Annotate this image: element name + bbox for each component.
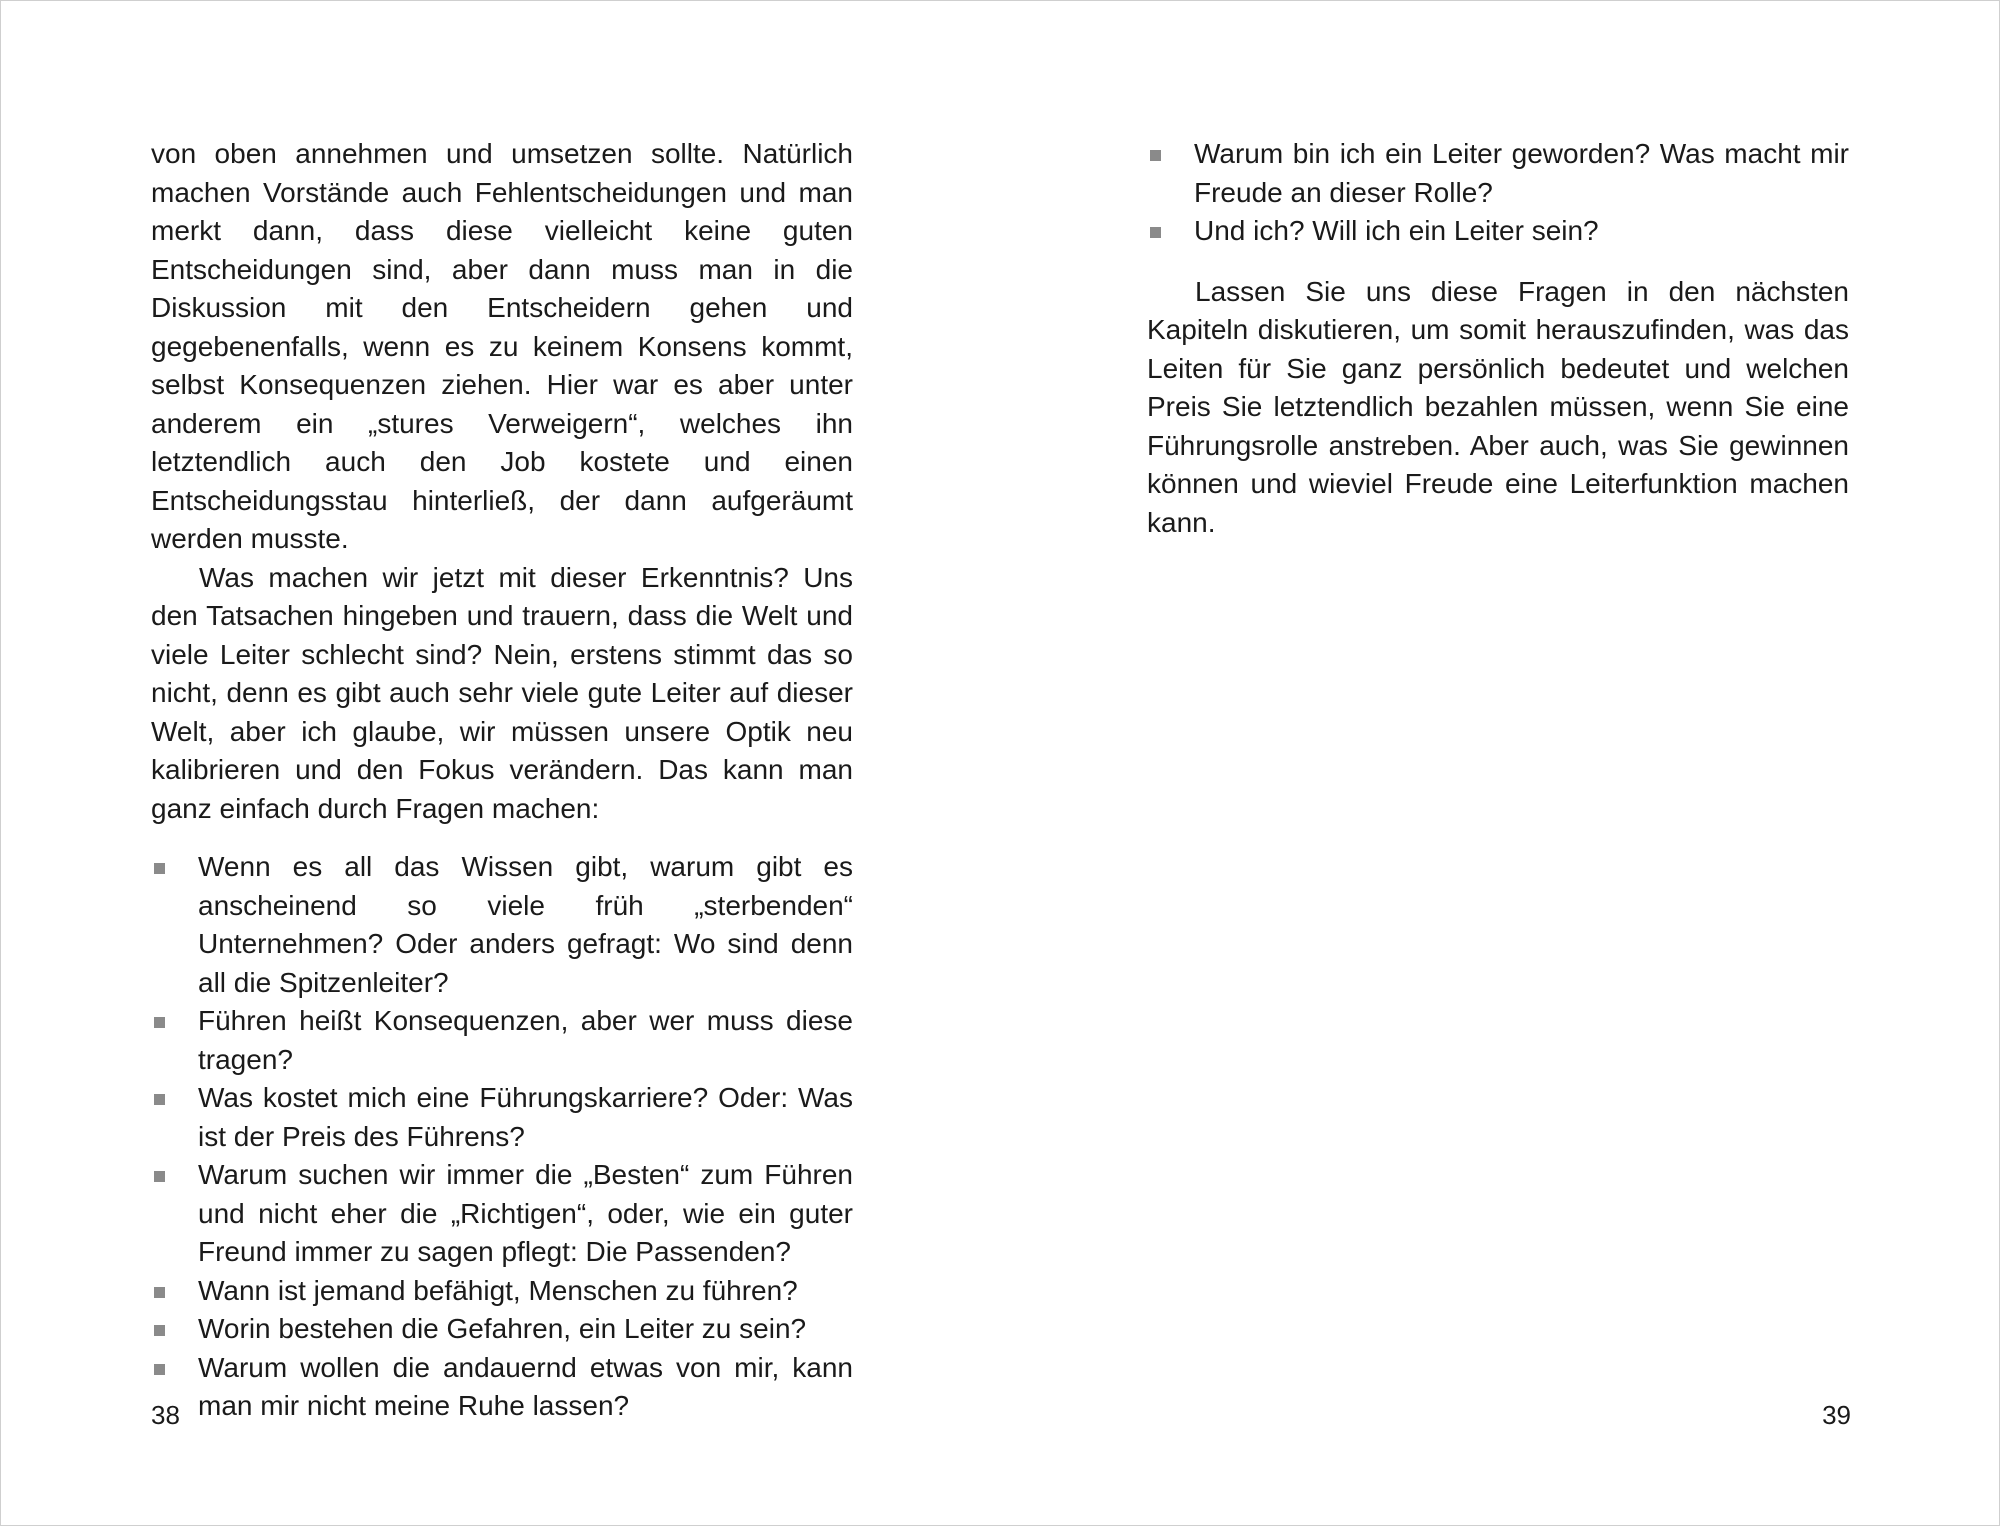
left-page [151,135,853,1426]
list-item-text: Führen heißt Konsequenzen, aber wer muss diese tragen? [198,1005,853,1075]
square-bullet-icon [154,1364,165,1375]
question-list [1147,135,1849,251]
page-number-left: 38 [151,1400,180,1430]
list-item [151,1079,853,1156]
page-number-right: 39 [1822,1400,1851,1430]
square-bullet-icon [154,1287,165,1298]
list-item [1147,212,1849,251]
list-item [151,1349,853,1426]
list-item [151,1156,853,1272]
list-item-text: Wenn es all das Wissen gibt, warum gibt es anscheinend so viele früh „sterbenden“ Unternehmen? Oder anders gefragt: Wo sind denn all die Spitzenleiter? [198,851,853,998]
list-item [151,848,853,1002]
paragraph: von oben annehmen und umsetzen sollte. Natürlich machen Vorstände auch Fehlentscheidungen und man merkt dann, dass diese vielleicht keine guten Entscheidungen sind, aber dann muss man in die Diskussion mit den Entscheidern gehen und gegebenenfalls, wenn es zu keinem Konsens kommt, selbst Konsequenzen ziehen. Hier war es aber unter anderem ein „stures Verweigern“, welches ihn letztendlich auch den Job kostete und einen Entscheidungsstau hinterließ, der dann aufgeräumt werden musste. [151,138,853,554]
square-bullet-icon [154,1017,165,1028]
list-item [151,1272,853,1311]
list-item-text: Warum bin ich ein Leiter geworden? Was macht mir Freude an dieser Rolle? [1194,138,1849,208]
paragraph: Lassen Sie uns diese Fragen in den nächsten Kapiteln diskutieren, um somit herauszufinden, was das Leiten für Sie ganz persönlich bedeutet und welchen Preis Sie letztendlich bezahlen müssen, wenn Sie eine Führungsrolle anstreben. Aber auch, was Sie gewinnen können und wieviel Freude eine Leiterfunktion machen kann. [1147,275,1849,538]
list-item-text: Warum suchen wir immer die „Besten“ zum Führen und nicht eher die „Richtigen“, oder, wie ein guter Freund immer zu sagen pflegt: Die Passenden? [198,1159,853,1267]
list-item-text: Wann ist jemand befähigt, Menschen zu führen? [198,1274,798,1306]
square-bullet-icon [154,863,165,874]
square-bullet-icon [1150,227,1161,238]
square-bullet-icon [154,1171,165,1182]
square-bullet-icon [154,1325,165,1336]
list-item [1147,135,1849,212]
square-bullet-icon [154,1094,165,1105]
square-bullet-icon [1150,150,1161,161]
right-page [1147,135,1849,542]
question-list [151,848,853,1426]
paragraph: Was machen wir jetzt mit dieser Erkenntnis? Uns den Tatsachen hingeben und trauern, dass die Welt und viele Leiter schlecht sind? Nein, erstens stimmt das so nicht, denn es gibt auch sehr viele gute Leiter auf dieser Welt, aber ich glaube, wir müssen unsere Optik neu kalibrieren und den Fokus verändern. Das kann man ganz einfach durch Fragen machen: [151,561,853,824]
list-item-text: Worin bestehen die Gefahren, ein Leiter zu sein? [198,1313,807,1344]
list-item-text: Und ich? Will ich ein Leiter sein? [1194,215,1599,246]
list-item-text: Was kostet mich eine Führungskarriere? Oder: Was ist der Preis des Führens? [198,1082,853,1152]
list-item [151,1002,853,1079]
list-item [151,1310,853,1349]
list-item-text: Warum wollen die andauernd etwas von mir, kann man mir nicht meine Ruhe lassen? [198,1351,853,1421]
